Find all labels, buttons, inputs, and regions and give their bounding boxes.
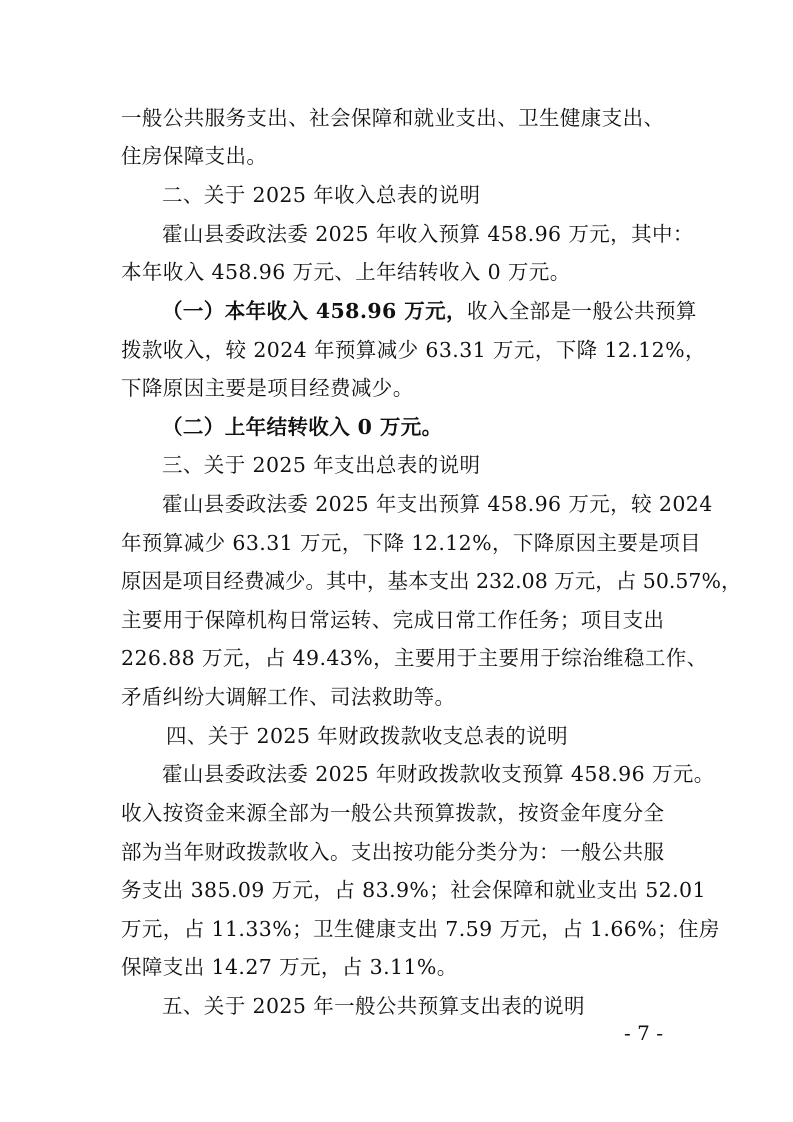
subsection-line	[162, 297, 697, 325]
section-heading-3: 三、关于 2025 年支出总表的说明	[162, 453, 481, 477]
subsection-heading-2: （二）上年结转收入 0 万元。	[162, 415, 443, 439]
paragraph-line: 务支出 385.09 万元，占 83.9%；社会保障和就业支出 52.01	[121, 878, 706, 902]
paragraph-line: 收入按资金来源全部为一般公共预算拨款，按资金年度分全	[121, 801, 665, 825]
subsection-heading-1: （一）本年收入 458.96 万元，	[162, 299, 467, 323]
paragraph-line: 霍山县委政法委 2025 年财政拨款收支预算 458.96 万元。	[162, 762, 715, 786]
paragraph-line: 霍山县委政法委 2025 年支出预算 458.96 万元，较 2024	[162, 492, 713, 516]
section-heading-2: 二、关于 2025 年收入总表的说明	[162, 183, 481, 207]
paragraph-line: 一般公共服务支出、社会保障和就业支出、卫生健康支出、	[121, 106, 665, 130]
paragraph-line: 住房保障支出。	[121, 144, 268, 168]
paragraph-line: 主要用于保障机构日常运转、完成日常工作任务；项目支出	[121, 608, 665, 632]
paragraph-line: 本年收入 458.96 万元、上年结转收入 0 万元。	[121, 260, 571, 284]
paragraph-line: 霍山县委政法委 2025 年收入预算 458.96 万元，其中：	[162, 222, 694, 246]
section-heading-4: 四、关于 2025 年财政拨款收支总表的说明	[166, 724, 569, 748]
paragraph-line: 万元，占 11.33%；卫生健康支出 7.59 万元，占 1.66%；住房	[121, 917, 720, 941]
paragraph-line: 部为当年财政拨款收入。支出按功能分类分为：一般公共服	[121, 840, 665, 864]
section-heading-5: 五、关于 2025 年一般公共预算支出表的说明	[162, 994, 585, 1018]
page-number: - 7 -	[624, 1021, 663, 1045]
paragraph-line: 下降原因主要是项目经费减少。	[121, 376, 414, 400]
paragraph-line: 拨款收入，较 2024 年预算减少 63.31 万元，下降 12.12%，	[121, 338, 706, 362]
paragraph-line: 保障支出 14.27 万元，占 3.11%。	[121, 955, 458, 979]
paragraph-line: 原因是项目经费减少。其中，基本支出 232.08 万元，占 50.57%，	[121, 569, 742, 593]
paragraph-line: 矛盾纠纷大调解工作、司法救助等。	[121, 685, 456, 709]
paragraph-line: 年预算减少 63.31 万元，下降 12.12%，下降原因主要是项目	[121, 531, 702, 555]
paragraph-line: 226.88 万元，占 49.43%，主要用于主要用于综治维稳工作、	[121, 646, 708, 670]
paragraph-text: 收入全部是一般公共预算	[466, 299, 697, 323]
